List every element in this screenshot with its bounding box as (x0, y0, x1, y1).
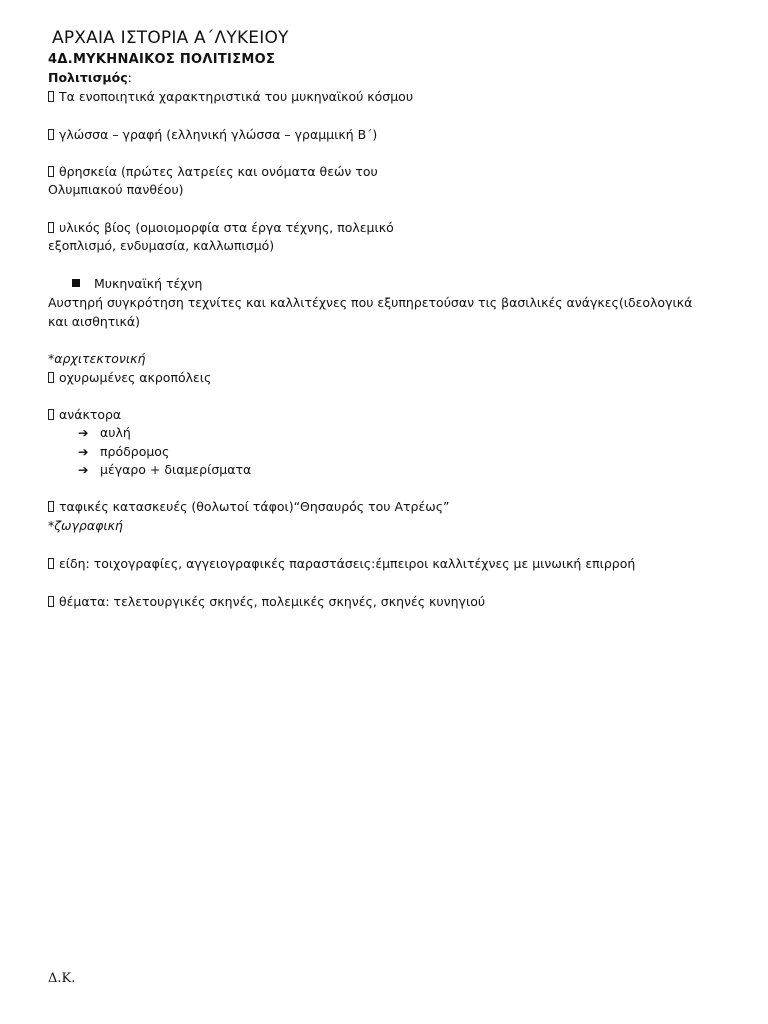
list-item (48, 406, 121, 424)
item-continuation: εξοπλισμό, ενδυμασία, καλλωπισμό) (48, 238, 275, 253)
item-text: θρησκεία (πρώτες λατρείες και ονόματα θεών του (59, 164, 378, 179)
culture-heading-suffix: : (127, 70, 132, 85)
item-text: Τα ενοποιητικά χαρακτηριστικά του μυκηναϊκού κόσμου (59, 89, 414, 104)
art-text: Αυστηρή συγκρότηση τεχνίτες και καλλιτέχνες που εξυπηρετούσαν τις βασιλικές ανάγκες(ιδεολογικά (48, 295, 693, 310)
item-text: οχυρωμένες ακροπόλεις (59, 370, 212, 385)
list-item (48, 163, 378, 181)
box-icon (48, 596, 54, 607)
culture-heading: Πολιτισμός (48, 70, 128, 85)
box-icon (48, 372, 54, 383)
sub-list-item (78, 424, 131, 442)
item-text: υλικός βίος (ομοιομορφία στα έργα τέχνης, πολεμικό (59, 220, 394, 235)
item-text: γλώσσα – γραφή (ελληνική γλώσσα – γραμμική Β΄) (59, 127, 378, 142)
footer-initials: Δ.Κ. (48, 971, 76, 986)
arrow-right-icon: ➔ (78, 462, 89, 477)
painting-heading: *ζωγραφική (48, 518, 123, 533)
list-item (48, 369, 211, 387)
box-icon (48, 501, 54, 512)
sub-list-item (78, 461, 251, 479)
item-text: ανάκτορα (59, 407, 122, 422)
item-text: πρόδρομος (100, 444, 170, 459)
art-heading: Μυκηναϊκή τέχνη (94, 276, 203, 291)
section-title: 4Δ.ΜΥΚΗΝΑΙΚΟΣ ΠΟΛΙΤΙΣΜΟΣ (48, 52, 276, 67)
list-item (48, 555, 635, 573)
box-icon (48, 222, 54, 233)
item-text: θέματα: τελετουργικές σκηνές, πολεμικές σκηνές, σκηνές κυνηγιού (59, 594, 486, 609)
list-item (48, 593, 485, 611)
box-icon (48, 409, 54, 420)
list-item (48, 498, 450, 516)
item-text: αυλή (100, 425, 131, 440)
box-icon (48, 91, 54, 102)
arrow-right-icon: ➔ (78, 444, 89, 459)
item-text: μέγαρο + διαμερίσματα (100, 462, 252, 477)
list-item (48, 88, 413, 106)
list-item (48, 126, 377, 144)
box-icon (48, 558, 54, 569)
culture-heading-line (48, 69, 132, 87)
square-bullet-icon (72, 279, 80, 287)
sub-list-item (78, 443, 169, 461)
architecture-heading: *αρχιτεκτονική (48, 351, 146, 366)
item-text: ταφικές κατασκευές (θολωτοί τάφοι)“Θησαυρός του Ατρέως” (59, 499, 450, 514)
list-item (48, 219, 394, 237)
page-title: ΑΡΧΑΙΑ ΙΣΤΟΡΙΑ Α΄ΛΥΚΕΙΟΥ (52, 28, 289, 48)
box-icon (48, 166, 54, 177)
art-text-continuation: και αισθητικά) (48, 314, 141, 329)
item-text: είδη: τοιχογραφίες, αγγειογραφικές παραστάσεις:έμπειροι καλλιτέχνες με μινωική επιρροή (59, 556, 636, 571)
item-continuation: Ολυμπιακού πανθέου) (48, 182, 184, 197)
arrow-right-icon: ➔ (78, 425, 89, 440)
box-icon (48, 129, 54, 140)
art-heading-line (72, 275, 202, 293)
